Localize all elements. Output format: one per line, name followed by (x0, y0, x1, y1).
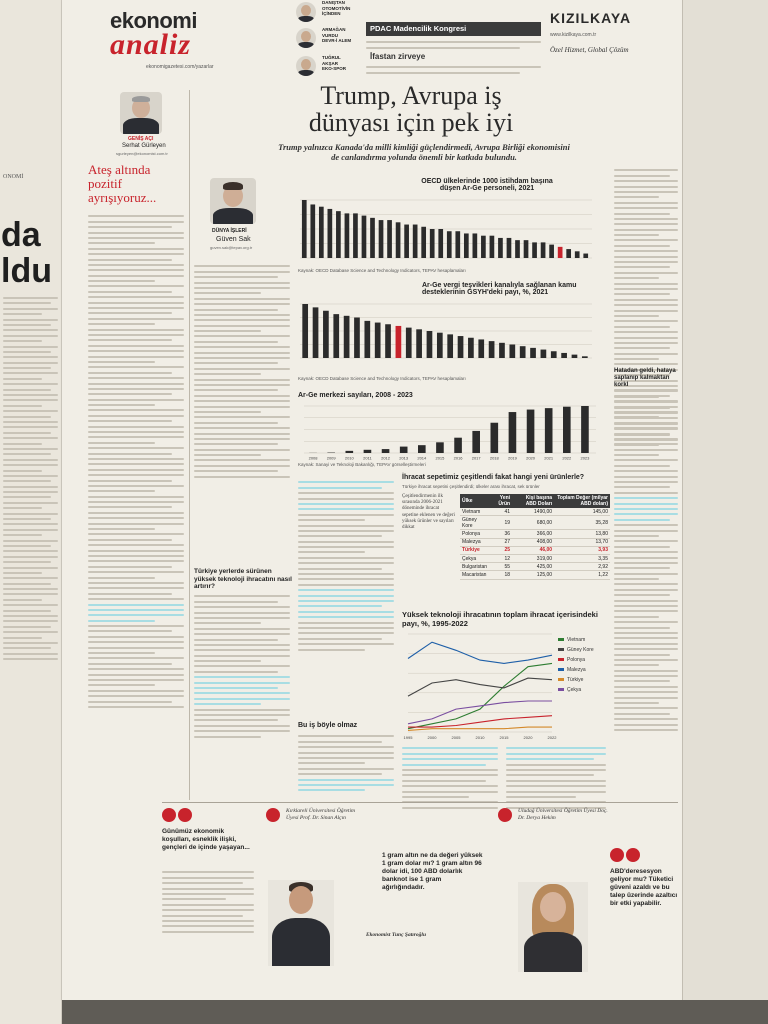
masthead-analiz: analiz (110, 28, 192, 61)
bar (323, 311, 329, 358)
table-cell: 25 (490, 546, 512, 554)
export-table (460, 494, 610, 580)
bottom-kirklareli: Kırklareli Üniversitesi Öğretim Üyesi Prof. Dr. Sinan Alçın (286, 808, 355, 821)
table-cell: 27 (490, 538, 512, 546)
table-header-country: Ülke (460, 494, 490, 508)
bar (427, 331, 433, 358)
chart3-source: Kaynak: Sanayi ve Teknoloji Bakanlığı, TEPAV görselleştirmeleri (298, 462, 426, 467)
bar (437, 333, 443, 358)
table-cell: 36 (490, 530, 512, 538)
legend-label: Çekya (567, 687, 582, 693)
table-row (460, 571, 610, 579)
top-headline-2: İfastan zirveye (370, 52, 426, 61)
table-row (460, 530, 610, 538)
x-tick-label: 2023 (580, 455, 590, 460)
x-tick-label: 2013 (399, 455, 409, 460)
columnist-photo-3 (296, 56, 316, 76)
x-tick-label: 2022 (547, 735, 557, 740)
chart3-bar-chart (298, 402, 598, 460)
legend-swatch (558, 668, 564, 671)
bar (421, 227, 426, 258)
series-line (408, 716, 552, 727)
bottom-quote-1-text (162, 868, 254, 936)
line-chart-title: Yüksek teknoloji ihracatının toplam ihracat içerisindeki payı, %, 1995-2022 (402, 610, 598, 628)
bar (382, 449, 390, 453)
bar (581, 406, 589, 453)
table-header-new-product: Yeni Ürün (490, 494, 512, 508)
author2-email: guven.sak@tepav.org.tr (210, 245, 253, 250)
bar (509, 345, 515, 359)
author1-label: GENİŞ AÇI (128, 136, 154, 142)
table-cell: Bulgaristan (460, 563, 490, 571)
table-cell: 1,22 (554, 571, 610, 579)
bar (575, 251, 580, 258)
bar (498, 238, 503, 258)
table-row (460, 546, 610, 554)
legend-label: Vietnam (567, 637, 586, 643)
bar (582, 356, 588, 358)
table-cell: 680,00 (512, 516, 554, 530)
bar (524, 240, 529, 258)
x-tick-label: 2000 (427, 735, 437, 740)
table-cell: 408,00 (512, 538, 554, 546)
masthead-site-link: ekonomigazetesi.com/yazarlar (146, 64, 214, 70)
bar (302, 304, 308, 358)
quote-dot-4 (498, 808, 512, 822)
previous-page-label: ONOMİ (3, 174, 24, 180)
chart3-title: Ar-Ge merkezi sayıları, 2008 - 2023 (298, 392, 413, 399)
table-row (460, 563, 610, 571)
table-cell: 125,00 (512, 571, 554, 579)
bar (545, 408, 553, 453)
bar (404, 225, 409, 258)
bar (319, 207, 324, 258)
x-tick-label: 2012 (381, 455, 391, 460)
columnist-photo-1 (296, 2, 316, 22)
columnist-name-3: TUĞRUL AKŞAR EKO-SPOR (322, 55, 347, 71)
bar (566, 249, 571, 258)
kizilkaya-ad[interactable] (550, 0, 682, 70)
chart1-bar-chart (294, 196, 594, 262)
kizilkaya-site: www.kizilkaya.com.tr (550, 32, 597, 38)
table-cell: 55 (490, 563, 512, 571)
legend-swatch (558, 638, 564, 641)
subhead-3: Hatadan geldi, hataya saplanıp kalmaktan korkl (614, 368, 676, 388)
main-deck: Trump yalnızca Kanada'da milli kimliği güçlendirmedi, Avrupa Birliği ekonomisini de canlandırma yolunda önemli bir katkıda bulundu. (278, 142, 570, 162)
x-tick-label: 2018 (489, 455, 499, 460)
x-tick-label: 2005 (451, 735, 461, 740)
bottom-quote-1: Günümüz ekonomik koşulları, esneklik ilişki, gençleri de içinde yaşayan... (162, 828, 250, 851)
table-row (460, 508, 610, 516)
table-title: İhracat sepetimiz çeşitlendi fakat hangi yeni ürünlerle? (402, 474, 585, 481)
table-cell: 19 (490, 516, 512, 530)
bar (572, 355, 578, 358)
x-tick-label: 2008 (308, 455, 318, 460)
author1-email: sgurleyen@ekonomist.com.tr (116, 151, 168, 156)
table-side-note: Çeşitlendirmenin ilk sırasında 2006-2021 döneminde ihracat sepetine eklenen ve değeri yüksek ürünler ve sayıları dikkat (402, 494, 455, 531)
middle-column-text-2 (194, 592, 290, 741)
legend-swatch (558, 648, 564, 651)
bar (455, 231, 460, 258)
bar (362, 216, 367, 258)
previous-page-strip (0, 0, 62, 1024)
table-cell: 12 (490, 554, 512, 562)
person-photo-ekonomist (268, 880, 334, 966)
bottom-right-quote: ABD'deresesyon geliyor mu? Tüketici güveni azaldı ve bu talep üzerinde azaltıcı bir etki yapabilir. (610, 868, 678, 907)
bar (364, 321, 370, 358)
bar (302, 200, 307, 258)
bar (336, 211, 341, 258)
bar (549, 245, 554, 258)
bar (509, 412, 517, 453)
table-cell: Malezya (460, 538, 490, 546)
table-cell: Macaristan (460, 571, 490, 579)
bar (541, 242, 546, 258)
legend-swatch (558, 678, 564, 681)
bar (379, 220, 384, 258)
legend-label: Polonya (567, 657, 586, 663)
newspaper-page (62, 0, 682, 1000)
bar (558, 247, 563, 258)
bar (563, 407, 571, 453)
third-column-text (298, 478, 394, 654)
section-masthead (110, 8, 214, 70)
x-tick-label: 2021 (544, 455, 554, 460)
columnist-name-2: ARMAĞAN VURDU DEVR-İ ALEM (322, 27, 352, 43)
table-cell: Polonya (460, 530, 490, 538)
table-surface (62, 1000, 768, 1024)
quote-dot-5 (610, 848, 624, 862)
table-cell: 41 (490, 508, 512, 516)
bar (490, 236, 495, 258)
next-page-edge (682, 0, 768, 1024)
table-cell: 2,92 (554, 563, 610, 571)
columnist-name-1: DANIŞTAN OTOMOTİVİN İÇİNDEN (322, 0, 351, 16)
bar (418, 445, 426, 453)
table-cell: 366,00 (512, 530, 554, 538)
bar (473, 233, 478, 258)
table-header-per-capita: Kişi başına ABD Doları (512, 494, 554, 508)
bar (333, 314, 339, 358)
top-headline-1-text (366, 38, 541, 52)
bar (345, 213, 350, 258)
bar (481, 236, 486, 258)
table-cell: 13,80 (554, 530, 610, 538)
quote-dot-6 (626, 848, 640, 862)
bar (527, 410, 535, 453)
bottom-rule (162, 802, 678, 803)
bar (532, 242, 537, 258)
author-photo-sak (210, 178, 256, 224)
bar (447, 334, 453, 358)
x-tick-label: 2019 (507, 455, 517, 460)
bar (313, 307, 319, 358)
x-tick-label: 2017 (471, 455, 481, 460)
bar (489, 341, 495, 358)
chart1-title: OECD ülkelerinde 1000 istihdam başına düşen Ar-Ge personeli, 2021 (421, 178, 553, 192)
table-cell: 18 (490, 571, 512, 579)
author1-name: Serhat Gürleyen (122, 143, 166, 149)
headline-banner (366, 22, 541, 36)
x-tick-label: 2015 (435, 455, 445, 460)
bar (328, 209, 333, 258)
left-column-text (88, 212, 184, 711)
chart2-bar-chart (294, 300, 594, 362)
x-tick-label: 2010 (475, 735, 485, 740)
main-headline: Trump, Avrupa iş dünyası için pek iyi (308, 81, 514, 137)
bar (396, 326, 402, 358)
table-cell: 13,70 (554, 538, 610, 546)
kizilkaya-title: KIZILKAYA (550, 10, 632, 26)
subhead-2: Bu iş böyle olmaz (298, 722, 358, 729)
table-cell: Vietnam (460, 508, 490, 516)
bar (344, 316, 350, 358)
quote-dot-3 (266, 808, 280, 822)
legend-label: Güney Kore (567, 647, 594, 653)
x-tick-label: 1995 (403, 735, 413, 740)
legend-swatch (558, 658, 564, 661)
third-column-text-2 (298, 732, 394, 795)
table-cell: 425,00 (512, 563, 554, 571)
bar (583, 254, 588, 258)
person-photo-hekim (518, 882, 588, 972)
bar (458, 336, 464, 358)
quote-dot-2 (178, 808, 192, 822)
table-cell: 46,00 (512, 546, 554, 554)
x-tick-label: 2009 (326, 455, 336, 460)
previous-page-text (3, 297, 58, 660)
table-cell: Türkiye (460, 546, 490, 554)
bar (353, 213, 358, 258)
masthead-ekonomi: ekonomi (110, 8, 197, 33)
x-tick-label: 2016 (453, 455, 463, 460)
table-cell: Çekya (460, 554, 490, 562)
bar (364, 450, 372, 453)
table-cell: 3,93 (554, 546, 610, 554)
bar (454, 438, 462, 453)
table-cell: 3,35 (554, 554, 610, 562)
legend-label: Türkiye (567, 677, 584, 683)
bar (385, 324, 391, 358)
table-cell: 319,00 (512, 554, 554, 562)
chart1-source: Kaynak: OECD Database Science and Technology Indicators, TEPAV hesaplamaları (298, 268, 466, 273)
bar (520, 346, 526, 358)
side-story-title: Ateş altında pozitif ayrışıyoruz... (88, 162, 157, 205)
x-tick-label: 2020 (526, 455, 536, 460)
table-row (460, 554, 610, 562)
kizilkaya-subtitle: Özel Hizmet, Global Çözüm (550, 46, 629, 54)
top-columnists (294, 0, 544, 84)
bar (561, 353, 567, 358)
bottom-ekonomist: Ekonomist Tunç Şatıroğlu (366, 932, 427, 938)
subhead-1: Türkiye yerlerde sürünen yüksek teknoloji ihracatını nasıl artırır? (194, 568, 292, 590)
chart2-source: Kaynak: OECD Database Science and Technology Indicators, TEPAV hesaplamaları (298, 376, 466, 381)
bar (400, 447, 408, 453)
bar (507, 238, 512, 258)
table-row (460, 516, 610, 530)
bar (491, 423, 499, 453)
bar (447, 231, 452, 258)
bottom-uludag: Uludağ Üniversitesi Öğretim Üyesi Doç. Dr. Derya Hekim (518, 808, 608, 821)
bar (438, 229, 443, 258)
x-tick-label: 2022 (562, 455, 572, 460)
bar (478, 339, 484, 358)
series-line (408, 678, 552, 696)
table-row (460, 538, 610, 546)
x-tick-label: 2020 (523, 735, 533, 740)
author2-label: DÜNYA İŞLERİ (212, 228, 247, 234)
bar (541, 350, 547, 358)
bottom-mid-quote: 1 gram altın ne da değeri yüksek 1 gram dolar mı? 1 gram altın 96 dolar idi, 100 ABD dolarlık banknot ise 1 gram ağırlığındadır. (382, 852, 483, 891)
bar (530, 348, 536, 358)
bar (436, 442, 444, 453)
bar (413, 225, 418, 258)
bar (430, 229, 435, 258)
author-photo-gurleyen (120, 92, 162, 134)
top-headline-1: PDAC Madencilik Kongresi (370, 24, 467, 33)
bar (551, 351, 557, 358)
x-tick-label: 2014 (417, 455, 427, 460)
bar (406, 328, 412, 358)
middle-column-text (194, 262, 290, 481)
series-line (408, 642, 552, 663)
bar (396, 222, 401, 258)
bar (354, 318, 360, 359)
bar (310, 204, 315, 258)
previous-page-big-text: da ldu (1, 216, 52, 290)
table-header-total: Toplam Değer (milyar ABD doları) (554, 494, 610, 508)
legend-swatch (558, 688, 564, 691)
x-tick-label: 2010 (344, 455, 354, 460)
bar (464, 233, 469, 258)
legend-label: Malezya (567, 667, 586, 673)
quote-dot-1 (162, 808, 176, 822)
bar (387, 220, 392, 258)
table-subtitle: Türkiye ihracat sepetini çeşitlendirdi; ülkeler arası ihracat, sek ürünler (402, 484, 540, 489)
bar (370, 218, 375, 258)
author2-name: Güven Sak (216, 236, 251, 243)
bar (472, 431, 480, 453)
line-chart (402, 630, 612, 740)
table-header-row (460, 494, 610, 508)
bar (499, 343, 505, 358)
columnist-photo-2 (296, 28, 316, 48)
bar (346, 451, 354, 453)
bar (468, 338, 474, 358)
column-rule (189, 90, 190, 800)
x-tick-label: 2015 (499, 735, 509, 740)
top-headline-2-text (366, 63, 541, 77)
x-tick-label: 2011 (363, 455, 372, 460)
bar (416, 329, 422, 358)
table-cell: Güney Kore (460, 516, 490, 530)
right-column-text-2 (614, 386, 678, 734)
chart2-title: Ar-Ge vergi teşvikleri kanalıyla sağlanan kamu desteklerinin GSYH'deki payı, %, 2021 (422, 282, 577, 296)
table-cell: 1490,00 (512, 508, 554, 516)
bar (375, 323, 381, 358)
bar (515, 240, 520, 258)
table-cell: 145,00 (554, 508, 610, 516)
table-cell: 35,28 (554, 516, 610, 530)
